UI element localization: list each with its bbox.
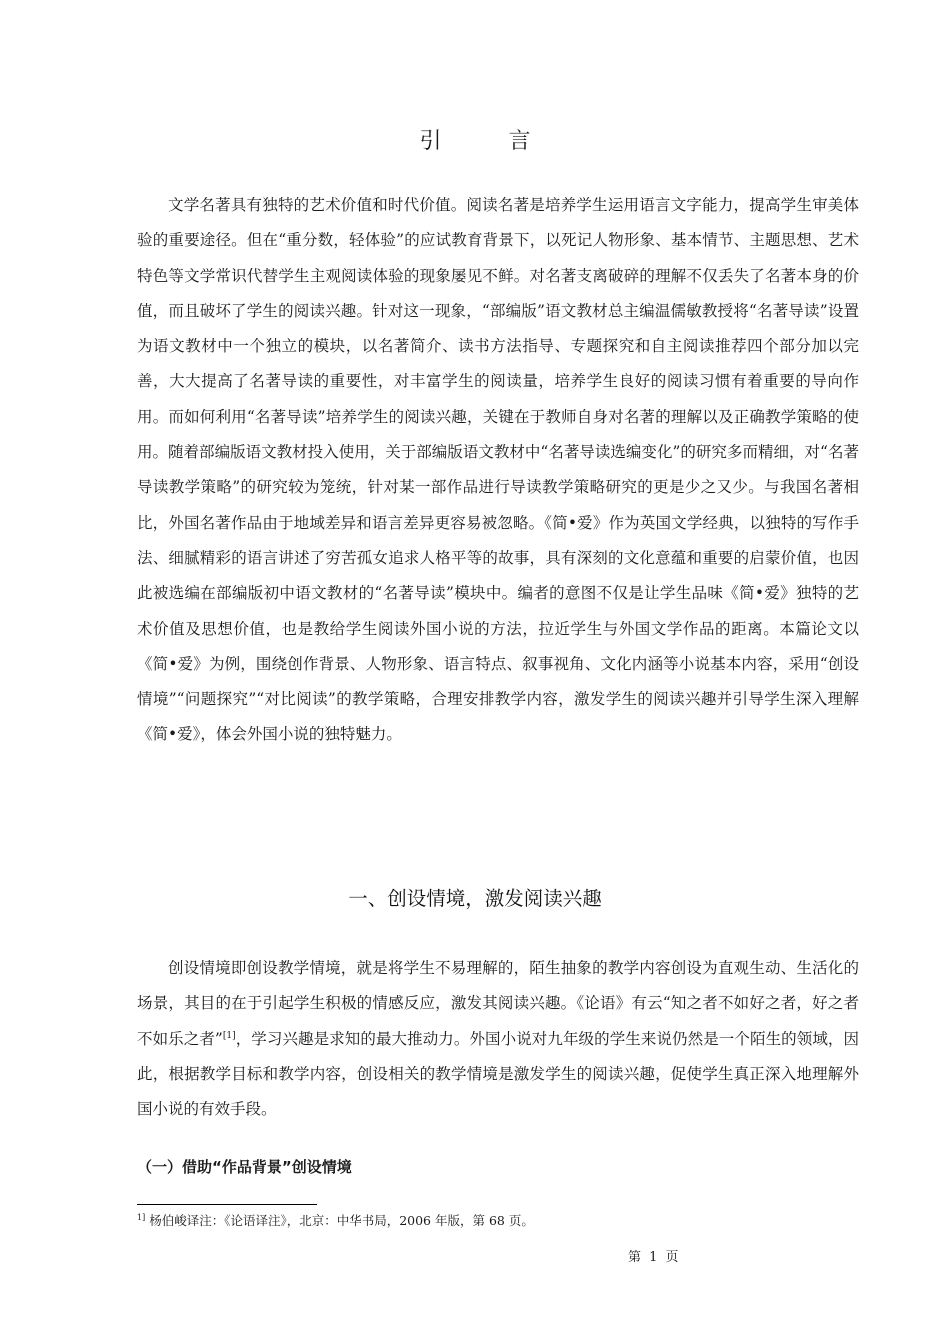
section-heading: 一、创设情境，激发阅读兴趣: [348, 887, 602, 910]
subsection-heading: （一）借助“作品背景”创设情境: [137, 1158, 352, 1176]
page-number: 第 1 页: [628, 1250, 679, 1265]
footnote-divider: [137, 1204, 317, 1205]
intro-paragraph: 文学名著具有独特的艺术价值和时代价值。阅读名著是培养学生运用语言文字能力，提高学生审美体验的重要途径。但在“重分数，轻体验”的应试教育背景下，以死记人物形象、基本情节、主题思想、艺术特色等文学常识代替学生主观阅读体验的现象屡见不鲜。对名著支离破碎的理解不仅丢失了名著本身的价值，而且破坏了学生的阅读兴趣。针对这一现象，“部编版”语文教材总主编温儒敏教授将“名著导读”设置为语文教材中一个独立的模块，以名著简介、读书方法指导、专题探究和自主阅读推荐四个部分加以完善，大大提高了名著导读的重要性，对丰富学生的阅读量，培养学生良好的阅读习惯有着重要的导向作用。而如何利用“名著导读”培养学生的阅读兴趣，关键在于教师自身对名著的理解以及正确教学策略的使用。随着部编版语文教材投入使用，关于部编版语文教材中“名著导读选编变化”的研究多而精细，对“名著导读教学策略”的研究较为笼统，针对某一部作品进行导读教学策略研究的更是少之又少。与我国名著相比，外国名著作品由于地域差异和语言差异更容易被忽略。《简•爱》作为英国文学经典，以独特的写作手法、细腻精彩的语言讲述了穷苦孤女追求人格平等的故事，具有深刻的文化意蕴和重要的启蒙价值，也因此被选编在部编版初中语文教材的“名著导读”模块中。编者的意图不仅是让学生品味《简•爱》独特的艺术价值及思想价值，也是教给学生阅读外国小说的方法，拉近学生与外国文学作品的距离。本篇论文以《简•爱》为例，围绕创作背景、人物形象、语言特点、叙事视角、文化内涵等小说基本内容，采用“创设情境”“问题探究”“对比阅读”的教学策略，合理安排教学内容，激发学生的阅读兴趣并引导学生深入理解《简•爱》，体会外国小说的独特魅力。: [137, 196, 859, 744]
footnote-reference[interactable]: [1]: [222, 1030, 236, 1041]
footnote-text: 杨伯峻译注：《论语译注》，北京：中华书局，2006 年版，第 68 页。: [145, 1213, 534, 1228]
section-paragraph-text: 创设情境即创设教学情境，就是将学生不易理解的，陌生抽象的教学内容创设为直观生动、生活化的场景，其目的在于引起学生积极的情感反应，激发其阅读兴趣。《论语》有云“知之者不如好之者，好之者不如乐之者”: [137, 959, 859, 1048]
section-paragraph: [137, 951, 859, 1127]
page-title: 引 言: [419, 129, 561, 154]
footnote-mark: 1]: [137, 1212, 146, 1222]
footnote: [137, 1211, 534, 1231]
section-paragraph-text-continued: ，学习兴趣是求知的最大推动力。外国小说对九年级的学生来说仍然是一个陌生的领域，因此，根据教学目标和教学内容，创设相关的教学情境是激发学生的阅读兴趣，促使学生真正深入地理解外国小说的有效手段。: [137, 1029, 859, 1119]
